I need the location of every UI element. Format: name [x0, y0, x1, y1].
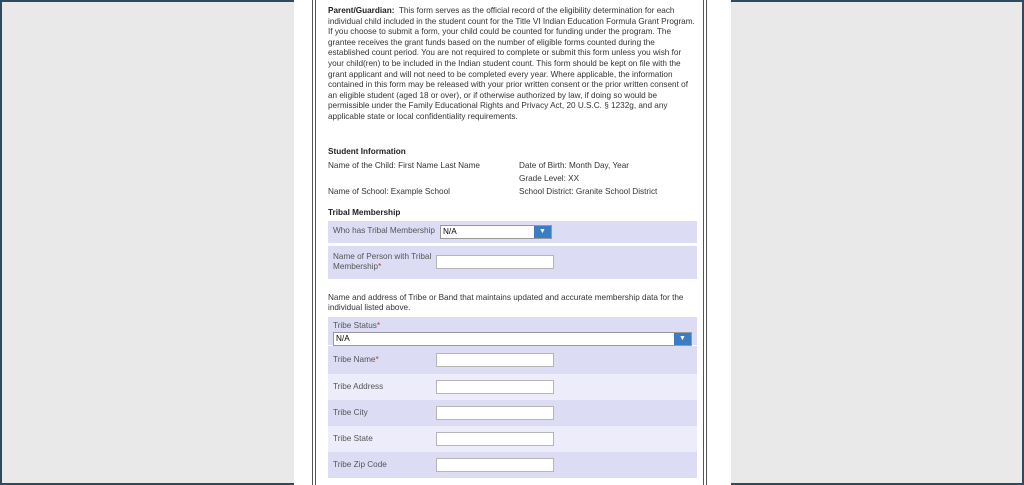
page-border-right-outer: [706, 0, 707, 485]
tribe-status-row: [328, 317, 697, 345]
tribe-status-value: N/A: [336, 333, 350, 343]
child-name: Name of the Child: First Name Last Name: [328, 161, 480, 171]
chevron-down-icon[interactable]: ▼: [674, 333, 691, 345]
intro-lead: Parent/Guardian:: [328, 6, 395, 15]
tribe-zip-code-label: [328, 460, 436, 471]
page-border-right-inner: [703, 0, 704, 485]
page-border-left-inner: [315, 0, 316, 485]
tribe-address-label-text: Tribe Address: [333, 381, 384, 391]
grade-level: Grade Level: XX: [519, 174, 580, 184]
tribe-band-note: Name and address of Tribe or Band that maintains updated and accurate membership data for the individual listed above.: [328, 292, 684, 313]
person-with-membership-label-text: Name of Person with Tribal Membership: [333, 252, 432, 272]
tribe-city-row: [328, 400, 697, 426]
form-content: [328, 6, 698, 478]
person-with-membership-input[interactable]: [436, 255, 554, 269]
tribe-fields: [328, 346, 698, 478]
tribe-zip-code-row: [328, 452, 697, 478]
chevron-down-icon[interactable]: ▼: [534, 226, 551, 238]
tribe-city-label-text: Tribe City: [333, 407, 368, 417]
required-marker: *: [376, 320, 381, 330]
who-has-membership-row: [328, 221, 697, 243]
tribe-status-label-text: Tribe Status: [333, 320, 377, 330]
required-marker: *: [375, 354, 379, 364]
tribal-membership-title: Tribal Membership: [328, 208, 401, 218]
tribe-address-input[interactable]: [436, 380, 554, 394]
school-district: School District: Granite School District: [519, 187, 658, 197]
tribe-name-input[interactable]: [436, 353, 554, 367]
who-has-membership-label: Who has Tribal Membership: [333, 226, 435, 236]
student-info-grid: [328, 157, 698, 201]
required-marker: *: [378, 262, 382, 272]
tribe-state-label: [328, 434, 436, 445]
tribe-name-label-text: Tribe Name: [333, 354, 376, 364]
tribe-address-row: [328, 374, 697, 400]
tribe-state-label-text: Tribe State: [333, 433, 373, 443]
tribe-zip-code-label-text: Tribe Zip Code: [333, 459, 387, 469]
person-with-membership-label: [328, 252, 436, 272]
tribe-state-input[interactable]: [436, 432, 554, 446]
date-of-birth: Date of Birth: Month Day, Year: [519, 161, 629, 171]
intro-text: This form serves as the official record of the eligibility determination for each individual child included in the student count for the Title VI Indian Education Formula Grant Program. If you choose to submit a form, your child could be counted for funding under the program. The grantee receives the grant funds based on the number of eligible forms counted during the established count period. You are not required to complete or submit this form unless you wish for your child(ren) to be included in the Indian student count. This form should be kept on file with the grant applicant and will not need to be completed every year. Where applicable, the information contained in this form may be released with your prior written consent or the prior written consent of an eligible student (aged 18 or over), or if otherwise authorized by law, if doing so would be permissible under the Family Educational Rights and Privacy Act, 20 U.S.C. § 1232g, and any applicable state or local confidentiality requirements.: [328, 6, 695, 121]
school-name: Name of School: Example School: [328, 187, 450, 197]
student-info-title: Student Information: [328, 146, 406, 156]
tribe-status-label: [328, 321, 697, 332]
page-border-left-outer: [312, 0, 313, 485]
tribe-zip-code-input[interactable]: [436, 458, 554, 472]
person-with-membership-row: [328, 246, 697, 279]
who-has-membership-value: N/A: [443, 226, 457, 236]
tribe-address-label: [328, 382, 436, 393]
tribe-state-row: [328, 426, 697, 452]
who-has-membership-select[interactable]: [440, 225, 552, 239]
tribe-city-input[interactable]: [436, 406, 554, 420]
tribe-city-label: [328, 408, 436, 419]
tribe-name-label: [328, 355, 436, 366]
tribe-name-row: [328, 346, 697, 374]
tribe-status-select[interactable]: [333, 332, 692, 346]
intro-paragraph: [328, 6, 698, 123]
